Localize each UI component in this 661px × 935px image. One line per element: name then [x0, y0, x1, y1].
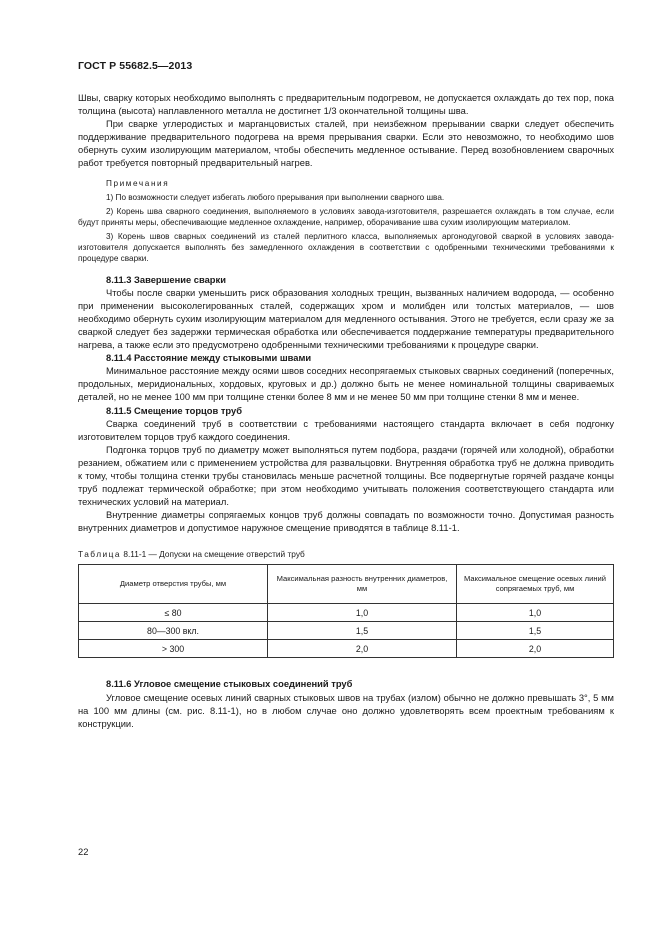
paragraph: Минимальное расстояние между осями швов соседних несопрягаемых стыковых сварных соединений (поперечных, продольных, меридиональных, хордовых, круговых и др.) должно быть не менее номинальной толщины свариваемых деталей, но не менее 100 мм при толщине стенки более 8 мм и не менее 50 мм при толщине стенки 8 мм и менее. [78, 366, 614, 403]
table-cell: 2,0 [457, 640, 614, 658]
table-cell: 1,5 [457, 622, 614, 640]
table-header-cell: Максимальное смещение осевых линий сопрягаемых труб, мм [457, 565, 614, 604]
table-header-cell: Максимальная разность внутренних диаметров, мм [268, 565, 457, 604]
paragraph: Подгонка торцов труб по диаметру может выполняться путем подбора, раздачи (горячей или холодной), обработки резанием, обжатием или с применением устройства для развальцовки. Внутренняя обработка труб не должна приводить к тому, чтобы толщина стенки трубы становилась меньше расчетной толщины. Все подвергнутые горячей раздаче концы труб подлежат термической обработке; при этом необходимо учитывать положения соответствующего стандарта или технических условий на материал. [78, 444, 614, 508]
paragraph: Швы, сварку которых необходимо выполнять с предварительным подогревом, не допускается охлаждать до тех пор, пока толщина (высота) наплавленного металла не достигнет 1/3 окончательной толщины шва. [78, 93, 614, 117]
table-cell: ≤ 80 [79, 604, 268, 622]
note-item: 2) Корень шва сварного соединения, выполняемого в условиях завода-изготовителя, разрешается охлаждать в том случае, если будут приняты меры, обеспечивающие медленное охлаждение, например, оборачивание шва сухим изолирующим материалом. [78, 206, 614, 227]
paragraph: При сварке углеродистых и марганцовистых сталей, при неизбежном прерывании сварки следует обеспечить поддерживание предварительного подогрева на время прерывания сварки. Если это невозможно, то необходимо шов обернуть сухим изолирующим материалом, чтобы обеспечить медленное остывание. Перед возобновлением сварочных работ требуется повторный предварительный нагрев. [78, 119, 614, 169]
notes-title: Примечания [106, 178, 170, 188]
section-heading-8-11-4: 8.11.4 Расстояние между стыковыми швами [106, 353, 312, 364]
table-cell: 2,0 [268, 640, 457, 658]
section-heading-8-11-3: 8.11.3 Завершение сварки [106, 274, 226, 285]
paragraph: Угловое смещение осевых линий сварных стыковых швов на трубах (излом) обычно не должно превышать 3°, 5 мм на 100 мм длины (см. рис. 8.11-1), но в любом случае оно должно удовлетворять всем проектным требованиям к конструкции. [78, 692, 614, 729]
document-body [78, 92, 614, 731]
note-item: 3) Корень швов сварных соединений из сталей перлитного класса, выполняемых аргонодуговой сваркой в условиях завода-изготовителя допускается выполнять без замедленного охлаждения в соответствии с одобренными техническими требованиями к процедуре сварки. [78, 231, 614, 263]
table-row [79, 622, 614, 640]
section-heading-8-11-6: 8.11.6 Угловое смещение стыковых соединений труб [106, 679, 353, 690]
page-header: ГОСТ Р 55682.5—2013 [78, 60, 193, 72]
paragraph: Сварка соединений труб в соответствии с требованиями настоящего стандарта включает в себя подгонку изготовителем торцов труб каждого соединения. [78, 418, 614, 442]
paragraph: Внутренние диаметры сопрягаемых концов труб должны совпадать по возможности точно. Допустимая разность внутренних диаметров и допустимое наружное смещение приводятся в таблице 8.11-1. [78, 510, 614, 534]
table-row [79, 640, 614, 658]
paragraph: Чтобы после сварки уменьшить риск образования холодных трещин, вызванных наличием водорода, — особенно при применении высоколегированных сталей, содержащих хром и молибден или толстых материалов, — шов необходимо обернуть сухим изолирующим материалом для медленного остывания. Этого не требуется, если сразу же за сваркой следует без задержки термическая обработка или обеспечивается поддержание температуры предварительного нагрева, а также если это предусмотрено одобренными техническими требованиями к процедуре сварки. [78, 287, 614, 351]
note-item: 1) По возможности следует избегать любого прерывания при выполнении сварного шва. [106, 192, 445, 202]
section-heading-8-11-5: 8.11.5 Смещение торцов труб [106, 405, 242, 416]
table-header-row [79, 565, 614, 604]
table-caption-text: 8.11-1 — Допуски на смещение отверстий труб [121, 549, 305, 560]
page-number: 22 [78, 847, 89, 857]
table-cell: 1,0 [268, 604, 457, 622]
table-row [79, 604, 614, 622]
table-header-cell: Диаметр отверстия трубы, мм [79, 565, 268, 604]
table-cell: 1,0 [457, 604, 614, 622]
table-cell: 1,5 [268, 622, 457, 640]
table-caption-word: Таблица [78, 549, 122, 560]
table-cell: 80—300 вкл. [79, 622, 268, 640]
table-cell: > 300 [79, 640, 268, 658]
tolerance-table [78, 564, 614, 658]
notes-block [78, 178, 614, 264]
table-caption [78, 549, 614, 560]
